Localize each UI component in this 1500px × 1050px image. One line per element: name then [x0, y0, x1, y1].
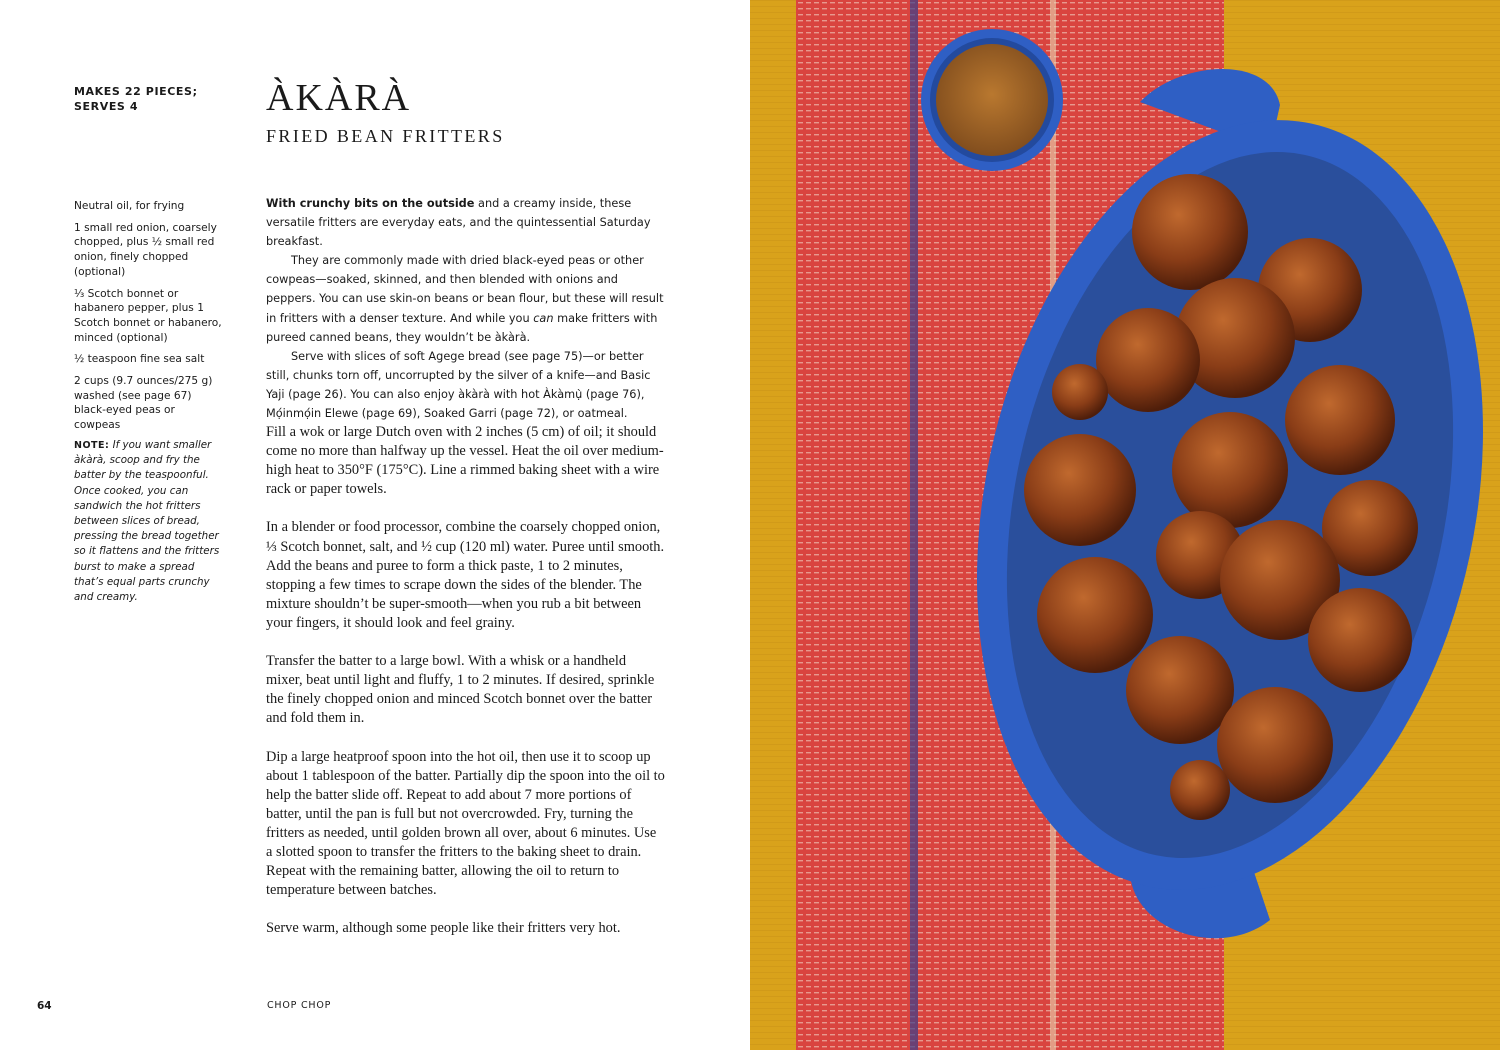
recipe-title: ÀKÀRÀ [266, 77, 412, 119]
method-step: Fill a wok or large Dutch oven with 2 inches (5 cm) of oil; it should come no more than halfway up the vessel. Heat the oil over medium-high heat to 350°F (175°C). Line a rimmed baking sheet with a wire rack or paper towels. [266, 424, 664, 498]
ingredient-item: 1 small red onion, coarsely chopped, plus ½ small red onion, finely chopped (optional) [74, 221, 217, 278]
yield-line-1: MAKES 22 PIECES; [74, 85, 198, 98]
headnote-text: and a creamy inside, these versatile fritters are everyday eats, and the quintessential Saturday breakfast. [266, 197, 651, 249]
headnote-paragraph: Serve with slices of soft Agege bread (see page 75)—or better still, chunks torn off, uncorrupted by the silver of a knife—and Basic Yaji (page 26). You can also enjoy àkàrà with hot Àkàmụ̀ (page 76), Mọ́inmọ́in Elewe (page 69), Soaked Garri (page 72), or oatmeal. [266, 349, 651, 421]
headnote [266, 194, 666, 423]
right-page [750, 0, 1500, 1050]
note-text: If you want smaller àkàrà, scoop and fry the batter by the teaspoonful. Once cooked, you can sandwich the hot fritters between slices of bread, pressing the bread together so it flattens and the fritters burst to make a spread that’s equal parts crunchy and creamy. [74, 439, 220, 604]
ingredient-item: Neutral oil, for frying [74, 200, 185, 212]
method-step: In a blender or food processor, combine the coarsely chopped onion, ⅓ Scotch bonnet, salt, and ½ cup (120 ml) water. Puree until smooth. Add the beans and puree to form a thick paste, 1 to 2 minutes, stopping a few times to scrape down the sides of the blender. The mixture shouldn’t be super-smooth—when you rub a bit between your fingers, it should look and feel grainy. [266, 519, 665, 631]
headnote-paragraph [266, 194, 666, 251]
headnote-text: They are commonly made with dried black-eyed peas or other cowpeas—soaked, skinned, and then blended with onions and peppers. You can use skin-on beans or bean flour, but these will result in fritters with a denser texture. And while you [266, 254, 664, 325]
spice-bowl [921, 29, 1063, 171]
recipe-subtitle: FRIED BEAN FRITTERS [266, 126, 505, 146]
ingredient-list [74, 199, 224, 440]
method-step: Transfer the batter to a large bowl. With a whisk or a handheld mixer, beat until light and fluffy, 1 to 2 minutes. If desired, sprinkle the finely chopped onion and minced Scotch bonnet over the batter and fold them in. [266, 653, 655, 727]
note-label: NOTE: [74, 440, 110, 451]
ingredient-item: ⅓ Scotch bonnet or habanero pepper, plus 1 Scotch bonnet or habanero, minced (optional) [74, 287, 222, 344]
headnote-lead: With crunchy bits on the outside [266, 197, 475, 210]
recipe-yield [74, 84, 198, 114]
method-step: Serve warm, although some people like their fritters very hot. [266, 920, 621, 937]
method-steps [266, 423, 666, 958]
running-head: CHOP CHOP [267, 1000, 332, 1011]
runner-stripe [910, 0, 918, 1050]
method-step: Dip a large heatproof spoon into the hot oil, then use it to scoop up about 1 tablespoon of the batter. Partially dip the spoon into the oil to help the batter slide off. Repeat to add about 7 more portions of batter, until the pan is full but not overcrowded. Fry, turning the fritters as needed, until golden brown all over, about 6 minutes. Use a slotted spoon to transfer the fritters to the baking sheet to drain. Repeat with the remaining batter, allowing the oil to return to temperature between batches. [266, 748, 665, 899]
yield-line-2: SERVES 4 [74, 100, 139, 113]
food-photo [750, 0, 1500, 1050]
recipe-note [74, 438, 226, 605]
headnote-text: make fritters with pureed canned beans, they wouldn’t be àkàrà. [266, 311, 658, 344]
headnote-emphasis: can [533, 311, 554, 325]
page-number: 64 [37, 1000, 52, 1012]
headnote-paragraph [266, 251, 666, 346]
ingredient-item: ½ teaspoon fine sea salt [74, 353, 205, 366]
ingredient-item: 2 cups (9.7 ounces/275 g) washed (see page 67) black-eyed peas or cowpeas [74, 375, 213, 432]
